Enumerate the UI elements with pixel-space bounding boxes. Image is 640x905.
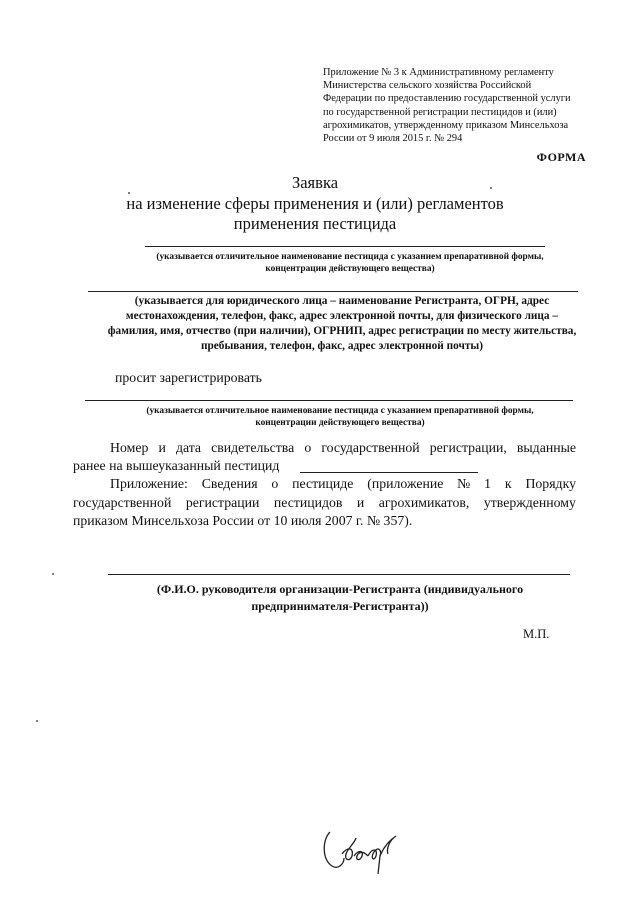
word: государственной	[321, 440, 420, 455]
word: регистрации,	[429, 440, 507, 455]
document-subtitle-2: применения пестицида	[233, 214, 397, 233]
approval-note-line: Федерации по предоставлению государственной услуги	[323, 93, 571, 105]
word: регистрации	[185, 495, 260, 510]
hint-line: концентрации действующего вещества)	[255, 418, 425, 428]
approval-note	[323, 66, 593, 145]
hint-line: (указывается для юридического лица – наименование Регистранта, ОГРН, адрес	[134, 295, 550, 307]
signature-line[interactable]	[108, 574, 570, 575]
word: выданные	[516, 440, 576, 455]
form-label: ФОРМА	[536, 150, 586, 164]
approval-note-line: России от 9 июля 2015 г. № 294	[323, 133, 463, 145]
word: Приложение:	[110, 476, 188, 491]
approval-note-line: Приложение № 3 к Административному регламенту	[323, 67, 554, 78]
word: утвержденному	[483, 495, 576, 510]
document-title: Заявка	[291, 173, 339, 192]
word: пестицидов	[273, 495, 343, 510]
word: государственной	[73, 495, 172, 510]
hint-line: местонахождения, телефон, факс, адрес электронной почты, для физического лица –	[125, 310, 559, 322]
hint-line: (Ф.И.О. руководителя организации-Регистранта (индивидуального	[156, 582, 524, 596]
word: 1	[484, 476, 492, 491]
pesticide-name-line-2[interactable]	[85, 400, 573, 401]
handwritten-signature-icon	[318, 826, 408, 878]
certificate-line-2: ранее на вышеуказанный пестицид	[73, 458, 280, 473]
registrant-hint	[52, 294, 632, 354]
word: о	[304, 440, 312, 455]
word: №	[457, 476, 471, 491]
hint-line: фамилия, имя, отчество (при наличии), ОГРНИП, адрес регистрации по месту жительства,	[107, 325, 577, 337]
word: о	[271, 476, 279, 491]
appendix-line-3: приказом Минсельхоза России от 10 июля 2007 г. № 357).	[73, 513, 413, 528]
signature-hint	[120, 581, 560, 615]
word: агрохимикатов,	[378, 495, 470, 510]
word: Порядку	[525, 476, 576, 491]
hint-line: (указывается отличительное наименование пестицида с указанием препаративной формы,	[156, 252, 544, 262]
pesticide-name-line[interactable]	[145, 246, 545, 247]
scan-dot	[52, 573, 54, 575]
pesticide-name-hint	[80, 251, 620, 275]
certificate-number-line[interactable]	[300, 472, 478, 473]
word: Сведения	[201, 476, 258, 491]
hint-line: концентрации действующего вещества)	[265, 264, 435, 274]
approval-note-line: Министерства сельского хозяйства Российской	[323, 80, 532, 92]
word: и	[158, 440, 166, 455]
word: к	[504, 476, 512, 491]
hint-line: предпринимателя-Регистранта))	[251, 599, 429, 613]
request-text: просит зарегистрировать	[115, 370, 262, 385]
document-subtitle: на изменение сферы применения и (или) регламентов	[126, 194, 504, 213]
hint-line: (указывается отличительное наименование пестицида с указанием препаративной формы,	[146, 406, 534, 416]
appendix-line-1	[110, 475, 576, 493]
word: (приложение	[367, 476, 444, 491]
appendix-line-2	[73, 494, 576, 512]
word: дата	[175, 440, 202, 455]
pesticide-name-hint-2	[60, 405, 620, 429]
word: и	[356, 495, 365, 510]
registrant-line[interactable]	[88, 291, 578, 292]
scan-dot	[128, 192, 130, 194]
word: пестициде	[292, 476, 354, 491]
approval-note-line: по государственной регистрации пестицидов и (или)	[323, 106, 557, 118]
scan-dot	[36, 720, 38, 722]
word: Номер	[110, 440, 149, 455]
scan-dot	[490, 187, 492, 189]
word: свидетельства	[211, 440, 295, 455]
hint-line: пребывания, телефон, факс, адрес электронной почты)	[201, 340, 483, 352]
approval-note-line: агрохимикатов, утвержденному приказом Минсельхоза	[323, 119, 569, 131]
seal-label: М.П.	[523, 627, 550, 641]
certificate-line-1	[110, 439, 576, 457]
